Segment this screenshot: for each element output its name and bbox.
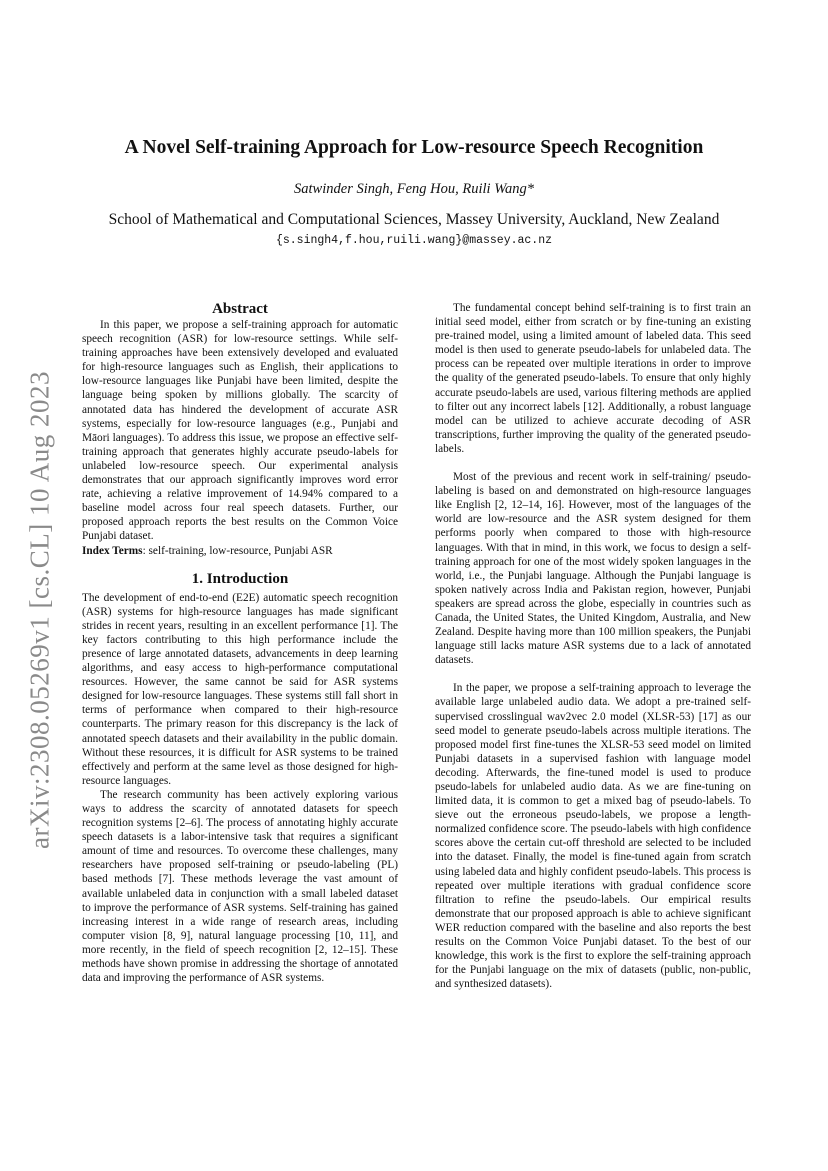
right-paragraph-2: Most of the previous and recent work in self-training/ pseudo-labeling is based on and demonstrated on high-resource languages like English [2, 12–14, 16]. However, most of the languages of the world are low-resource and the ASR system designed for them performs poorly when compared to those with high-resource languages. With that in mind, in this work, we focus to design a self-training approach for one of the most widely spoken languages in the world, i.e., the Punjabi language. Although the Punjabi language is spoken natively across India and Pakistan region, however, Punjabi speakers are spread across the globe, especially in countries such as Canada, the United States, the United Kingdom, Australia, and New Zealand. Despite having more than 100 million speakers, the Punjabi language still lacks mature ASR systems due to a lack of annotated datasets. [435,471,751,667]
abstract-text: In this paper, we propose a self-training approach for automatic speech recognition (ASR) for low-resource settings. While self-training approaches have been extensively developed and evaluated for high-resource languages such as English, their applications to low-resource languages like Punjabi have been limited, despite the language being spoken by millions globally. The scarcity of annotated data has hindered the development of accurate ASR systems, especially for low-resource languages (e.g., Punjabi and Māori languages). To address this issue, we propose an effective self-training approach that generates highly accurate pseudo-labels for unlabeled low-resource speech. Our experimental analysis demonstrates that our approach significantly improves word error rate, achieving a relative improvement of 14.94% compared to a baseline model across four real speech datasets. Further, our proposed approach reports the best results on the Common Voice Punjabi dataset. [82,319,398,543]
abstract-heading: Abstract [212,301,268,317]
intro-paragraph-2: The research community has been actively exploring various ways to address the scarcity of annotated datasets for speech recognition systems [2–6]. The process of annotating highly accurate speech datasets is a labor-intensive task that requires a significant amount of time and resources. To overcome these challenges, many researchers have proposed self-training or pseudo-labeling (PL) based methods [7]. These methods leverage the vast amount of available unlabeled data in conjunction with a small labeled dataset to improve the performance of ASR systems. Self-training has gained increasing interest in a wide range of research areas, including computer vision [8, 9], natural language processing [10, 11], and more recently, in the field of speech recognition [2, 12–15]. These methods have shown promise in addressing the shortage of annotated data and improving the performance of ASR systems. [82,788,398,985]
arxiv-identifier-text: arXiv:2308.05269v1 [cs.CL] 10 Aug 2023 [24,371,55,849]
index-terms-list: : self-training, low-resource, Punjabi ASR [142,544,333,557]
intro-paragraph-1: The development of end-to-end (E2E) automatic speech recognition (ASR) systems for high-resource languages has made significant strides in recent years, resulting in an excellent performance [1]. The key factors contributing to this high performance include the presence of large annotated datasets, advancements in deep learning algorithms, and easy access to high-performance computational resources. However, the same cannot be said for ASR systems designed for low-resource languages. These systems still fall short in terms of performance when compared to their high-resource counterparts. The primary reason for this discrepancy is the lack of annotated speech datasets and their availability in the public domain. Without these resources, it is difficult for ASR systems to be trained effectively and perform at the same level as those designed for high-resource languages. [82,591,398,787]
paper-title: A Novel Self-training Approach for Low-resource Speech Recognition [124,137,704,158]
right-paragraph-3: In the paper, we propose a self-training approach to leverage the available large unlabeled audio data. We adopt a pre-trained self-supervised crosslingual wav2vec 2.0 model (XLSR-53) [17] as our seed model to generate pseudo-labels across multiple iterations. The proposed model first fine-tunes the XLSR-53 seed model on limited Punjabi datasets in a supervised fashion with language model decoding. Afterwards, the fine-tuned model is used to produce pseudo-labels for unlabeled audio data. As we are fine-tuning on limited data, it is common to get a mixed bag of pseudo-labels. To sieve out the erroneous pseudo-labels, we propose a length-normalized confidence score. The pseudo-labels with high confidence scores above the certain cut-off threshold are selected to be included into the dataset. Finally, the model is fine-tuned again from scratch using labeled data and highly confident pseudo-labels. This process is repeated over multiple iterations with gradual confidence score filtration to refine the pseudo-labels. Our empirical results demonstrate that our proposed approach is able to achieve significant WER reduction compared with the baseline and also reports the best results on the Common Voice Punjabi dataset. To the best of our knowledge, this work is the first to explore the self-training approach for the Punjabi language on the mix of datasets (public, non-public, and synthesized datasets). [435,682,751,991]
left-column [82,300,398,985]
index-terms [82,544,398,558]
right-column [435,301,751,991]
index-terms-label: Index Terms [82,544,143,557]
affiliation: School of Mathematical and Computational Sciences, Massey University, Auckland, New Zealand [108,211,720,228]
arxiv-identifier [20,360,60,860]
author-emails: {s.singh4,f.hou,ruili.wang}@massey.ac.nz [275,234,553,247]
author-list: Satwinder Singh, Feng Hou, Ruili Wang* [294,181,534,197]
introduction-heading: 1. Introduction [191,570,289,587]
right-paragraph-1: The fundamental concept behind self-training is to first train an initial seed model, either from scratch or by fine-tuning an existing pre-trained model, using a limited amount of labeled data. This seed model is then used to generate pseudo-labels for unlabeled data. The process can be repeated over multiple iterations in order to improve the quality of the generated pseudo-labels. To ensure that only highly accurate pseudo-labels are used, various filtering methods are applied to filter out any incorrect labels [12]. Additionally, a robust language model can be utilized to achieve accurate decoding of ASR transcriptions, further improving the quality of the generated pseudo-labels. [435,302,751,455]
